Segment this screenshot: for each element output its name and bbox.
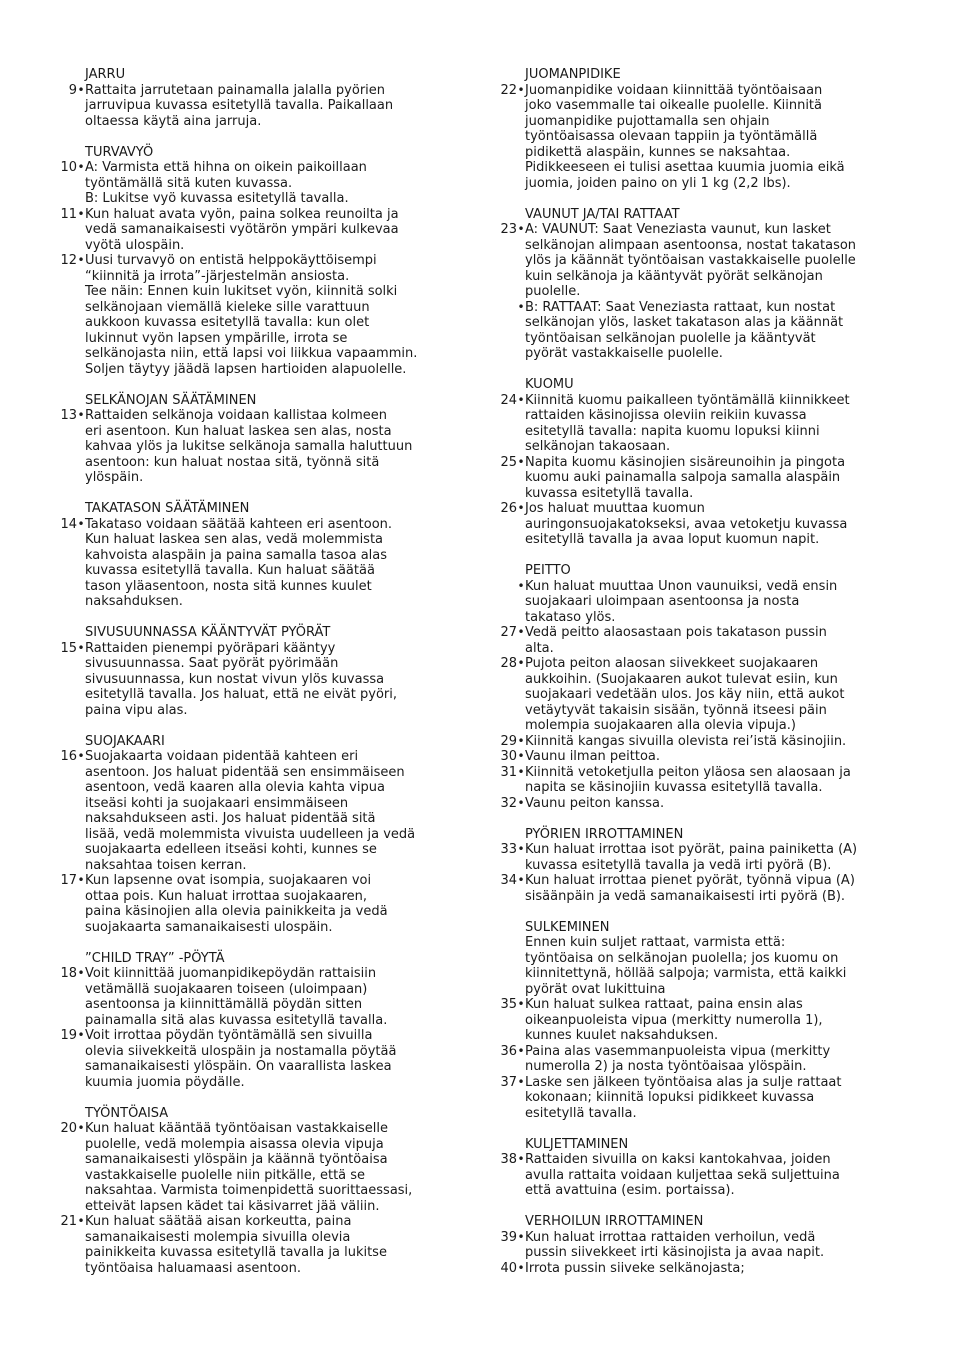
list-item	[490, 1230, 910, 1261]
list-item	[490, 1044, 910, 1075]
item-number: 39	[500, 1229, 517, 1245]
item-number: 12	[60, 253, 77, 268]
section-heading: SELKÄNOJAN SÄÄTÄMINEN	[85, 392, 257, 408]
item-number: 27	[500, 625, 517, 640]
item-text: Voit kiinnittää juomanpidikepöydän rattaisiin vetämällä suojakaaren toiseen (uloimpaan) asentoonsa ja kiinnittämällä pöydän sitten painamalla sitä alas kuvassa esitetyllä tavalla.	[85, 966, 388, 1028]
item-text: Suojakaarta voidaan pidentää kahteen eri asentoon. Jos haluat pidentää sen ensimmäiseen asentoon, vedä kaaren alla olevia kahta vipua itseäsi kohti ja suojakaari ensimmäiseen naksahdukseen asti. Jos haluat pidentää sitä lisää, vedä molemmista vivuista uudelleen ja vedä suojakaarta edelleen itseäsi kohti, kunnes se naksahtaa toisen kerran.	[85, 749, 416, 873]
section-heading: TAKATASON SÄÄTÄMINEN	[85, 501, 250, 516]
item-text: Kun haluat muuttaa Unon vaunuiksi, vedä ensin suojakaari uloimpaan asentoonsa ja nosta takataso ylös.	[525, 578, 838, 625]
item-number: 34	[500, 873, 517, 888]
bullet-icon: •	[517, 873, 525, 887]
item-text: Kun lapsenne ovat isompia, suojakaaren voi ottaa pois. Kun haluat irrottaa suojakaaren, paina käsinojien alla olevia painikkeita ja vedä suojakaarta samanaikaisesti ulospäin.	[85, 873, 388, 935]
item-text: Kun haluat irrottaa isot pyörät, paina painiketta (A) kuvassa esitetyllä tavalla ja vedä irti pyörä (B).	[525, 842, 858, 873]
bullet-icon: •	[517, 222, 525, 236]
bullet-icon: •	[77, 408, 85, 422]
item-text: Takataso voidaan säätää kahteen eri asentoon. Kun haluat laskea sen alas, vedä molemmista kahvoista alaspäin ja paina samalla tasoa alas kuvassa esitetyllä tavalla. Kun haluat säätää tason yläasentoon, nosta sitä kunnes kuulet naksahduksen.	[85, 516, 393, 609]
section-heading: VERHOILUN IRROTTAMINEN	[525, 1214, 704, 1229]
item-text: B: RATTAAT: Saat Veneziasta rattaat, kun nostat selkänojan ylös, lasket takatason alas ja käännät työntöaisan selkänojan puolelle ja kääntyvät pyörät vastakkaiselle puolelle.	[525, 299, 844, 361]
left-column	[50, 67, 470, 1292]
bullet-icon: •	[517, 733, 525, 748]
bullet-icon: •	[517, 392, 525, 407]
section	[490, 1214, 910, 1276]
section	[50, 145, 470, 378]
item-text: Kun haluat irrottaa pienet pyörät, työnnä vipua (A) sisäänpäin ja vedä samanaikaisesti irti pyörä (B).	[525, 873, 855, 904]
section-heading: KUOMU	[525, 377, 574, 392]
item-text: Vaunu peiton kanssa.	[525, 795, 665, 811]
item-text: Pujota peiton alaosan siivekkeet suojakaaren aukkoihin. (Suojakaaren aukot tulevat esiin, kun suojakaari vedetään ulos. Jos käy niin, että aukot vetäytyvät takaisin sisään, työnnä itseesi päin molempia suojakaaren alla olevia vipuja.)	[525, 656, 845, 733]
bullet-icon: •	[77, 206, 85, 221]
section-heading: SIVUSUUNNASSA KÄÄNTYVÄT PYÖRÄT	[85, 625, 331, 640]
item-text: Napita kuomu käsinojien sisäreunoihin ja pingota kuomu auki painamalla salpoja samalla alaspäin kuvassa esitetyllä tavalla.	[525, 454, 846, 501]
list-item	[50, 873, 470, 935]
item-text: Paina alas vasemmanpuoleista vipua (merkitty numerolla 2) ja nosta työntöaisaa ylöspäin.	[525, 1043, 831, 1074]
section-heading: TYÖNTÖAISA	[85, 1105, 169, 1121]
bullet-icon: •	[77, 749, 85, 763]
item-number: 23	[500, 222, 517, 237]
bullet-icon: •	[517, 1074, 525, 1089]
bullet-icon: •	[517, 578, 525, 593]
bullet-icon: •	[517, 795, 525, 810]
bullet-icon: •	[517, 842, 525, 856]
section-heading: PEITTO	[525, 563, 571, 578]
item-text: Kiinnitä kuomu paikalleen työntämällä kiinnikkeet rattaiden käsinojissa oleviin reikiin kuvassa esitetyllä tavalla: napita kuomu lopuksi kiinni selkänojan takaosaan.	[525, 392, 850, 454]
item-text: Rattaiden selkänoja voidaan kallistaa kolmeen eri asentoon. Kun haluat laskea sen alas, nosta kahvaa ylös ja lukitse selkänoja samalla haluttuun asentoon: kun haluat nostaa sitä, työnnä sitä ylöspäin.	[85, 408, 413, 485]
section	[490, 1137, 910, 1199]
item-text: Rattaita jarrutetaan painamalla jalalla pyörien jarruvipua kuvassa esitetyllä tavalla. Paikallaan oltaessa käytä aina jarruja.	[85, 82, 394, 129]
list-item	[490, 796, 910, 812]
bullet-icon: •	[77, 1214, 85, 1228]
item-number: 24	[500, 392, 517, 408]
item-text: Kun haluat sulkea rattaat, paina ensin alas oikeanpuoleista vipua (merkitty numerolla 1), kunnes kuulet naksahduksen.	[525, 997, 823, 1043]
right-column	[490, 67, 910, 1292]
item-text: Vaunu ilman peittoa.	[525, 749, 661, 764]
item-text: Voit irrottaa pöydän työntämällä sen sivuilla olevia siivekkeitä ulospäin ja nostamalla pöytää samanaikaisesti ylöspäin. On vaarallista laskea kuumia juomia pöydälle.	[85, 1028, 397, 1090]
bullet-icon: •	[77, 160, 85, 174]
list-item	[490, 222, 910, 300]
item-number: 9	[68, 82, 77, 98]
section-heading: VAUNUT JA/TAI RATTAAT	[525, 206, 680, 222]
bullet-icon: •	[517, 625, 525, 639]
list-item	[50, 160, 470, 207]
section	[50, 734, 470, 936]
item-number: 28	[500, 656, 517, 671]
section	[490, 563, 910, 811]
item-number: 18	[60, 966, 77, 981]
item-text: Uusi turvavyö on entistä helppokäyttöisempi “kiinnitä ja irrota”-järjestelmän ansiosta. Tee näin: Ennen kuin lukitset vyön, kiinnitä solki selkänojaan viemällä kieleke sille varattuun aukkoon kuvassa esitetyllä tavalla: kun olet lukinnut vyön lapsen ympärille, irrota se selkänojasta niin, että lapsi voi liikkua vapaammin. Soljen täytyy jäädä lapsen hartioiden alapuolelle.	[85, 253, 418, 377]
item-number: 35	[500, 997, 517, 1012]
section-heading: SULKEMINEN	[525, 919, 610, 935]
section-heading: SUOJAKAARI	[85, 733, 165, 749]
item-number: 25	[500, 454, 517, 470]
list-item	[50, 1028, 470, 1090]
item-text: Kun haluat irrottaa rattaiden verhoilun, vedä pussin siivekkeet irti käsinojista ja avaa napit.	[525, 1229, 825, 1260]
item-number: 11	[60, 206, 77, 222]
section	[490, 207, 910, 362]
list-item	[490, 579, 910, 626]
list-item	[490, 765, 910, 796]
bullet-icon: •	[517, 299, 525, 314]
item-number: 37	[500, 1074, 517, 1090]
section	[50, 393, 470, 486]
item-number	[490, 300, 517, 362]
bullet-icon: •	[517, 764, 525, 779]
item-number: 22	[500, 82, 517, 98]
item-text: Juomanpidike voidaan kiinnittää työntöaisaan joko vasemmalle tai oikealle puolelle. Kiinnitä juomanpidike pujottamalla sen ohjain työntöaisassa olevaan tappiin ja työntämällä pidikettä alaspäin, kunnes se naksahtaa. Pidikkeeseen ei tulisi asettaa kuumia juomia eikä juomia, joiden paino on yli 1 kg (2,2 lbs).	[525, 82, 845, 191]
bullet-icon: •	[517, 1260, 525, 1275]
list-item	[490, 1075, 910, 1122]
item-number: 32	[500, 795, 517, 811]
list-item	[490, 83, 910, 192]
item-number: 20	[60, 1121, 77, 1136]
list-item	[50, 749, 470, 873]
item-text: A: Varmista että hihna on oikein paikoillaan työntämällä sitä kuten kuvassa. B: Lukitse vyö kuvassa esitetyllä tavalla.	[85, 160, 367, 206]
item-text: Kun haluat säätää aisan korkeutta, paina samanaikaisesti molempia sivuilla olevia painikkeita kuvassa esitetyllä tavalla ja lukitse työntöaisa haluamaasi asentoon.	[85, 1214, 387, 1276]
item-number: 40	[500, 1260, 517, 1276]
item-number: 29	[500, 733, 517, 749]
section-heading: PYÖRIEN IRROTTAMINEN	[525, 826, 684, 842]
list-item	[50, 83, 470, 130]
section-heading: KULJETTAMINEN	[525, 1136, 629, 1152]
section-heading: JARRU	[85, 67, 126, 82]
section	[50, 625, 470, 718]
item-number: 21	[60, 1214, 77, 1229]
list-item	[50, 408, 470, 486]
section	[50, 501, 470, 610]
section	[490, 920, 910, 1122]
bullet-icon: •	[77, 873, 85, 887]
list-item	[490, 734, 910, 750]
bullet-icon: •	[77, 82, 85, 97]
item-number: 17	[60, 873, 77, 888]
item-number: 13	[60, 408, 77, 423]
item-text: Irrota pussin siiveke selkänojasta;	[525, 1260, 745, 1276]
item-number: 16	[60, 749, 77, 764]
bullet-icon: •	[517, 997, 525, 1011]
item-text: Kun haluat avata vyön, paina solkea reunoilta ja vedä samanaikaisesti vyötärön ympäri kulkevaa vyötä ulospäin.	[85, 206, 399, 253]
bullet-icon: •	[77, 1028, 85, 1042]
list-item	[50, 1121, 470, 1214]
section-heading: TURVAVYÖ	[85, 144, 154, 160]
item-number	[490, 579, 517, 626]
list-item	[490, 1261, 910, 1277]
item-text: Rattaiden sivuilla on kaksi kantokahvaa, joiden avulla rattaita voidaan kuljettaa sekä suljettuina että avattuina (esim. portaissa).	[525, 1152, 840, 1198]
bullet-icon: •	[77, 966, 85, 980]
list-item	[50, 253, 470, 377]
section	[490, 67, 910, 191]
item-number: 30	[500, 749, 517, 764]
list-item	[490, 625, 910, 656]
bullet-icon: •	[517, 82, 525, 97]
list-item	[50, 517, 470, 610]
bullet-icon: •	[77, 1121, 85, 1135]
bullet-icon: •	[517, 749, 525, 763]
list-item	[490, 873, 910, 904]
list-item	[490, 455, 910, 502]
list-item	[490, 1152, 910, 1199]
bullet-icon: •	[77, 253, 85, 267]
item-text: Jos haluat muuttaa kuomun auringonsuojakatokseksi, avaa vetoketju kuvassa esitetyllä tavalla ja avaa loput kuomun napit.	[525, 501, 848, 547]
section	[50, 951, 470, 1091]
section	[50, 67, 470, 129]
item-text: Kun haluat kääntää työntöaisan vastakkaiselle puolelle, vedä molempia aisassa olevia vipuja samanaikaisesti ylöspäin ja käännä työntöaisa vastakkaiselle puolelle niin pitkälle, että se naksahtaa. Varmista toimenpidettä suorittaessasi, etteivät lapsen kädet tai käsivarret jää väliin.	[85, 1121, 413, 1214]
item-number: 19	[60, 1028, 77, 1043]
list-item	[50, 1214, 470, 1276]
list-item	[50, 966, 470, 1028]
section-heading: ”CHILD TRAY” -PÖYTÄ	[85, 950, 225, 966]
item-number: 38	[500, 1152, 517, 1167]
list-item	[490, 997, 910, 1044]
item-text: Kiinnitä vetoketjulla peiton yläosa sen alaosaan ja napita se käsinojiin kuvassa esitetyllä tavalla.	[525, 764, 851, 795]
section	[490, 377, 910, 548]
section	[50, 1106, 470, 1277]
list-item	[490, 749, 910, 765]
item-number: 36	[500, 1043, 517, 1059]
list-item	[490, 501, 910, 548]
section-intro: Ennen kuin suljet rattaat, varmista että: työntöaisa on selkänojan puolella; jos kuomu on kiinnitettynä, höllää salpoja; varmista, että kaikki pyörät ovat lukittuina	[525, 935, 847, 997]
bullet-icon: •	[517, 656, 525, 670]
item-number: 15	[60, 640, 77, 656]
bullet-icon: •	[77, 640, 85, 655]
item-number: 33	[500, 842, 517, 857]
item-text: Vedä peitto alaosastaan pois takatason pussin alta.	[525, 625, 827, 656]
bullet-icon: •	[517, 1229, 525, 1244]
list-item	[50, 207, 470, 254]
list-item	[50, 641, 470, 719]
item-text: Kiinnitä kangas sivuilla olevista rei’istä käsinojiin.	[525, 733, 847, 749]
section	[490, 827, 910, 905]
bullet-icon: •	[517, 1152, 525, 1166]
item-number: 10	[60, 160, 77, 175]
item-text: Rattaiden pienempi pyöräpari kääntyy sivusuunnassa. Saat pyörät pyörimään sivusuunnassa, kun nostat vivun ylös kuvassa esitetyllä tavalla. Jos haluat, että ne eivät pyöri, paina vipu alas.	[85, 640, 397, 718]
section-heading: JUOMANPIDIKE	[525, 67, 621, 82]
list-item	[490, 842, 910, 873]
bullet-icon: •	[517, 1043, 525, 1058]
list-item	[490, 393, 910, 455]
bullet-icon: •	[77, 516, 85, 531]
item-number: 14	[60, 516, 77, 532]
list-item	[490, 656, 910, 734]
bullet-icon: •	[517, 454, 525, 469]
bullet-icon: •	[517, 501, 525, 515]
item-text: Laske sen jälkeen työntöaisa alas ja sulje rattaat kokonaan; kiinnitä lopuksi pidikkeet kuvassa esitetyllä tavalla.	[525, 1074, 842, 1121]
item-number: 26	[500, 501, 517, 516]
item-number: 31	[500, 764, 517, 780]
item-text: A: VAUNUT: Saat Veneziasta vaunut, kun lasket selkänojan alimpaan asentoonsa, nostat takatason ylös ja käännät työntöaisan vastakkaiselle puolelle kuin selkänoja ja kääntyvät pyörät selkänojan puolelle.	[525, 222, 857, 299]
list-item	[490, 300, 910, 362]
